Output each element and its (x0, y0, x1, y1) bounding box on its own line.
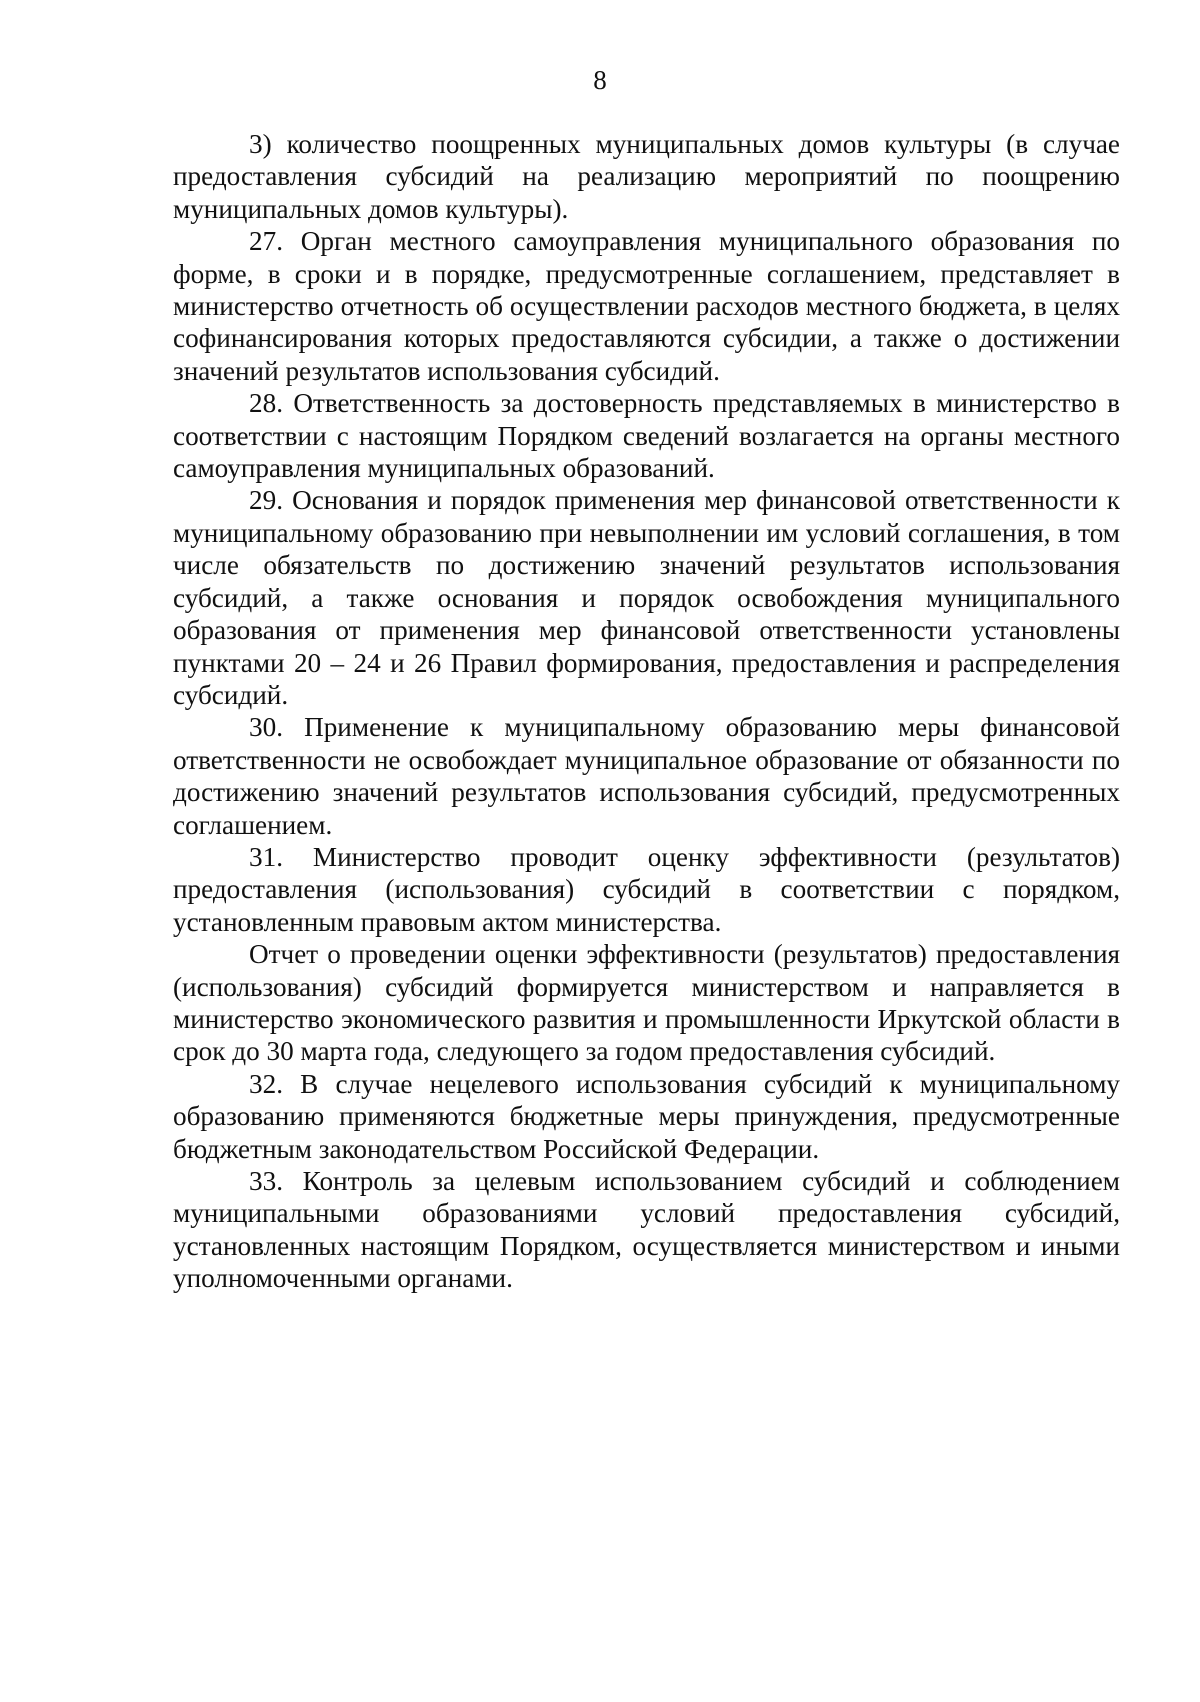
page-number: 8 (593, 65, 607, 95)
paragraph-28: 28. Ответственность за достоверность представляемых в министерство в соответствии с настоящим Порядком сведений возлагается на органы местного самоуправления муниципальных образований. (173, 388, 1120, 484)
paragraph-30: 30. Применение к муниципальному образованию меры финансовой ответственности не освобождает муниципальное образование от обязанности по достижению значений результатов использования субсидий, предусмотренных соглашением. (173, 712, 1120, 840)
paragraph-29: 29. Основания и порядок применения мер финансовой ответственности к муниципальному образованию при невыполнении им условий соглашения, в том числе обязательств по достижению значений результатов использования субсидий, а также основания и порядок освобождения муниципального образования от применения мер финансовой ответственности установлены пунктами 20 – 24 и 26 Правил формирования, предоставления и распределения субсидий. (173, 485, 1120, 710)
paragraph-27: 27. Орган местного самоуправления муниципального образования по форме, в сроки и в порядке, предусмотренные соглашением, представляет в министерство отчетность об осуществлении расходов местного бюджета, в целях софинансирования которых предоставляются субсидии, а также о достижении значений результатов использования субсидий. (173, 226, 1120, 386)
paragraph-31: 31. Министерство проводит оценку эффективности (результатов) предоставления (использования) субсидий в соответствии с порядком, установленным правовым актом министерства. (173, 841, 1120, 937)
paragraph-33: 33. Контроль за целевым использованием субсидий и соблюдением муниципальными образованиями условий предоставления субсидий, установленных настоящим Порядком, осуществляется министерством и иными уполномоченными органами. (173, 1166, 1120, 1294)
paragraph-32: 32. В случае нецелевого использования субсидий к муниципальному образованию применяются бюджетные меры принуждения, предусмотренные бюджетным законодательством Российской Федерации. (173, 1068, 1120, 1164)
paragraph-31-report: Отчет о проведении оценки эффективности (результатов) предоставления (использования) субсидий формируется министерством и направляется в министерство экономического развития и промышленности Иркутской области в срок до 30 марта года, следующего за годом предоставления субсидий. (173, 939, 1120, 1067)
paragraph-item-3: 3) количество поощренных муниципальных домов культуры (в случае предоставления субсидий на реализацию мероприятий по поощрению муниципальных домов культуры). (173, 129, 1120, 224)
document-body (173, 128, 1120, 1295)
